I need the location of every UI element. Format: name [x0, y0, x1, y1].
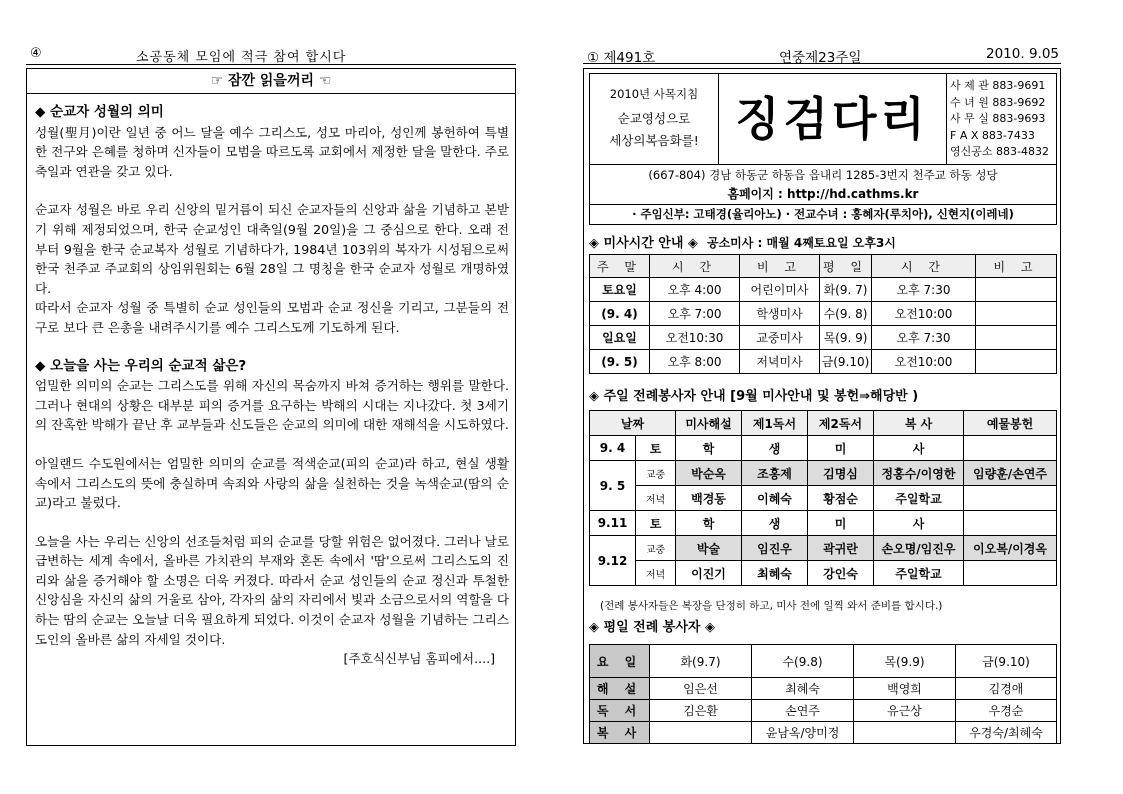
paragraph: 아일랜드 수도원에서는 엄밀한 의미의 순교를 적색순교(피의 순교)라 하고, 현실 생활 속에서 그리스도의 뜻에 충실하며 속죄와 사랑의 삶을 실천하는 것을 녹색순교(땀의 순교)라고 불렀다.	[35, 455, 509, 511]
sunday-servers-table	[589, 410, 1057, 586]
left-page-header	[26, 44, 516, 66]
table-row: 저녁 백경동 이혜숙 황점순 주일학교	[590, 486, 1057, 511]
liturgical-week: 연중제23주일	[779, 50, 862, 66]
service-section-title: ◈ 주일 전례봉사자 안내 [9월 미사안내 및 봉헌⇒해당반 )	[589, 389, 919, 404]
weekday-servers-table	[589, 644, 1057, 744]
parish-address: (667-804) 경남 하동군 하동읍 읍내리 1285-3번지 천주교 하동 성당	[590, 164, 1056, 185]
contact-list: 사 제 관 883-9691 수 녀 원 883-9692 사 무 실 883-9693 F A X 883-7433 영신공소 883-4832	[950, 79, 1049, 158]
paragraph: 순교자 성월은 바로 우리 신앙의 밑거름이 되신 순교자들의 신앙과 삶을 기념하고 본받기 위해 제정되었으며, 한국 순교성인 대축일(9월 20일)을 그 중심으로 한다. 오래 전부터 9월을 한국 순교복자 성월로 기념하다가, 1984년 103위의 복자가 시성됨으로써 한국 천주교 주교회의 상임위원회는 6월 28일 그 명칭을 한국 순교자 성월로 개명하였다.	[35, 202, 509, 296]
left-page-number: ④	[30, 46, 42, 61]
paragraph: 엄밀한 의미의 순교는 그리스도를 위해 자신의 목숨까지 바쳐 증거하는 행위를 말한다. 그러나 현대의 상황은 대부분 피의 증거를 요구하는 박해의 시대는 지나갔다. 첫 3세기의 잔혹한 박해가 끝난 후 교부들과 신도들은 순교의 의미에 대한 재해석을 시도하였다.	[35, 378, 509, 433]
section-heading: ◆ 순교자 성월의 의미	[35, 104, 164, 120]
article-body	[35, 103, 509, 669]
issue-date: 2010. 9.05	[986, 46, 1059, 62]
right-page-header	[583, 44, 1061, 64]
left-slogan: 소공동체 모임에 적극 참여 합시다	[136, 50, 347, 65]
table-header: 주 말 시 간 비 고 평 일 시 간 비 고	[590, 255, 1057, 278]
table-row: 9.11 토 학 생 미 사	[590, 511, 1057, 536]
pastoral-motto: 2010년 사목지침 순교영성으로 세상의복음화를!	[590, 74, 719, 164]
header-divider	[583, 63, 1061, 64]
paragraph: 성월(聖月)이란 일년 중 어느 달을 예수 그리스도, 성모 마리아, 성인께 봉헌하여 특별한 전구와 은혜를 청하며 신자들이 모범을 따르도록 교회에서 제정한 달을 말한다. 주로 축일과 연관을 갖고 있다.	[35, 124, 509, 179]
weekday-section-title: ◈ 평일 전례 봉사자 ◈	[589, 620, 716, 635]
table-row: 9. 5 교중 박순옥 조홍제 김명심 정홍수/이영한 임량훈/손연주	[590, 461, 1057, 486]
table-row: 9.12 교중 박술 임진우 곽귀란 손오명/임진우 이오복/이경옥	[590, 536, 1057, 561]
masthead	[589, 73, 1057, 225]
table-row: 복 사 윤남옥/양미정 우경숙/최혜숙	[590, 722, 1057, 744]
table-header: 날짜 미사해설 제1독서 제2독서 복 사 예물봉헌	[590, 411, 1057, 436]
reading-box-title: ☞ 잠깐 읽을꺼리 ☜	[27, 69, 515, 94]
table-row: 토요일 오후 4:00 어린이미사 화(9. 7) 오후 7:30	[590, 278, 1057, 302]
bulletin-logo: 징검다리	[718, 74, 947, 164]
staff-line: · 주임신부: 고태경(율리아노) · 전교수녀 : 홍혜자(루치아), 신현지(이레네)	[590, 204, 1056, 223]
paragraph: 오늘을 사는 우리는 신앙의 선조들처럼 피의 순교를 당할 위험은 없어졌다. 그러나 날로 급변하는 세계 속에서, 올바른 가치관의 부재와 혼돈 속에서 '땀'으로써 그리스도의 진리와 삶을 증거해야 할 소명은 더욱 커졌다. 따라서 순교 성인들의 순교 정신과 투철한 신앙심을 자신의 삶의 거울로 삼아, 각자의 삶의 자리에서 빛과 소금으로서의 역할을 다하는 땀의 순교는 오늘날 더욱 필요하게 되었다. 이것이 순교자 성월을 기념하는 그리스도인의 올바른 삶의 자세일 것이다.	[35, 533, 509, 647]
table-row: 저녁 이진기 최혜숙 강인숙 주일학교	[590, 561, 1057, 586]
issue-number: ① 제491호	[587, 50, 656, 66]
table-row: (9. 5) 오후 8:00 저녁미사 금(9.10) 오전10:00	[590, 350, 1057, 374]
table-header: 요 일 화(9.7) 수(9.8) 목(9.9) 금(9.10)	[590, 645, 1057, 678]
servers-note: (전례 봉사자들은 복장을 단정히 하고, 미사 전에 일찍 와서 준비를 합시다.)	[600, 600, 943, 612]
table-row: (9. 4) 오후 7:00 학생미사 수(9. 8) 오전10:00	[590, 302, 1057, 326]
section-heading: ◆ 오늘을 사는 우리의 순교적 삶은?	[35, 357, 247, 374]
mass-section-title: ◈ 미사시간 안내 ◈ 공소미사 : 매월 4째토요일 오후3시	[589, 236, 896, 251]
mass-schedule-table	[589, 254, 1057, 374]
header-divider	[26, 64, 516, 65]
paragraph: 따라서 순교자 성월 중 특별히 순교 성인들의 모범과 순교 정신을 기리고, 그분들의 전구로 보다 큰 은총을 내려주시기를 예수 그리스도께 기도하게 된다.	[35, 300, 509, 335]
table-row: 9. 4 토 학 생 미 사	[590, 436, 1057, 461]
mission-mass-note: 공소미사 : 매월 4째토요일 오후3시	[706, 236, 896, 250]
table-row: 독 서 김은환 손연주 유근상 우경순	[590, 700, 1057, 722]
homepage-link[interactable]: 홈페이지 : http://hd.cathms.kr	[727, 187, 919, 201]
table-row: 일요일 오전10:30 교중미사 목(9. 9) 오후 7:30	[590, 326, 1057, 350]
source-credit: [주호식신부님 홈피에서....]	[343, 651, 495, 667]
table-row: 해 설 임은선 최혜숙 백영희 김경애	[590, 678, 1057, 700]
reading-box	[26, 68, 516, 746]
